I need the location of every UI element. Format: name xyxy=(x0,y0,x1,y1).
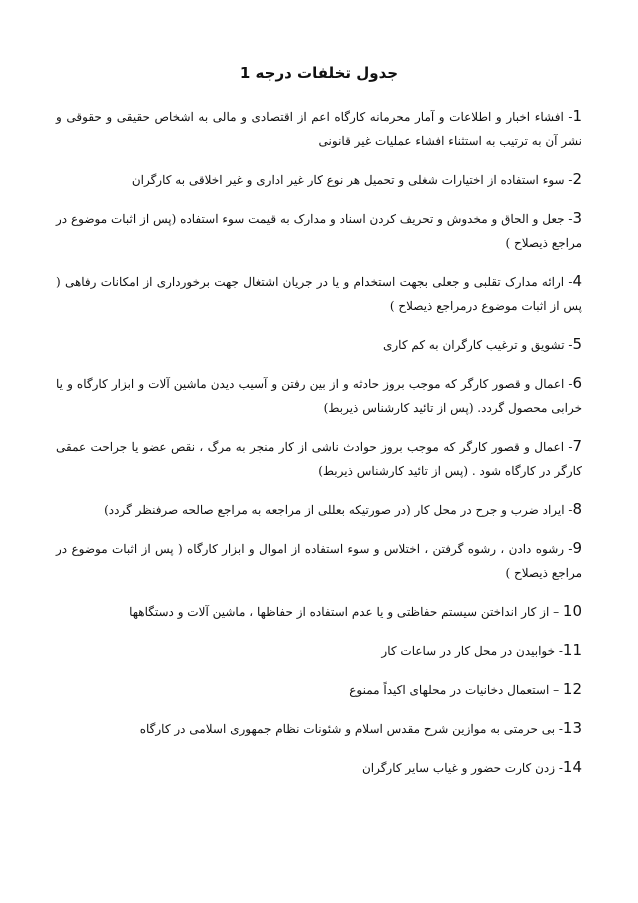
item-text: - سوء استفاده از اختیارات شغلی و تحمیل هر نوع کار غیر اداری و غیر اخلاقی به کارگران xyxy=(131,173,573,187)
item-text: - خوابیدن در محل کار در ساعات کار xyxy=(381,644,563,658)
list-item xyxy=(56,755,582,780)
item-number: 13 xyxy=(562,719,582,737)
item-number: 1 xyxy=(572,107,582,125)
item-text: - زدن کارت حضور و غیاب سایر کارگران xyxy=(361,761,563,775)
list-item xyxy=(56,599,582,624)
item-text: - ایراد ضرب و جرح در محل کار (در صورتیکه بعللی از مراجعه به مراجع صالحه صرفنظر گردد) xyxy=(104,503,573,517)
item-number: 6 xyxy=(572,374,582,392)
list-item xyxy=(56,536,582,585)
list-item xyxy=(56,371,582,420)
list-item xyxy=(56,434,582,483)
item-text: - ارائه مدارک تقلبی و جعلی بجهت استخدام و یا در جریان اشتغال جهت برخورداری از امکانات رفاهی ( پس از اثبات موضوع درمراجع ذیصلاح ) xyxy=(56,275,582,313)
item-text: - جعل و الحاق و مخدوش و تحریف کردن اسناد و مدارک به قیمت سوء استفاده (پس از اثبات موضوع در مراجع ذیصلاح ) xyxy=(56,212,582,250)
item-number: 11 xyxy=(562,641,582,659)
item-text: - اعمال و قصور کارگر که موجب بروز حوادث ناشی از کار منجر به مرگ ، نقص عضو یا جراحت عمقی کارگر در کارگاه شود . (پس از تائید کارشناس ذیربط) xyxy=(56,440,582,478)
item-text: – از کار انداختن سیستم حفاظتی و یا عدم استفاده از حفاظها ، ماشین آلات و دستگاهها xyxy=(129,605,563,619)
list-item xyxy=(56,716,582,741)
item-number: 10 xyxy=(562,602,582,620)
item-number: 4 xyxy=(572,272,582,290)
list-item xyxy=(56,104,582,153)
item-text: - تشویق و ترغیب کارگران به کم کاری xyxy=(382,338,573,352)
item-text: - رشوه دادن ، رشوه گرفتن ، اختلاس و سوء استفاده از اموال و ابزار کارگاه ( پس از اثبات موضوع در مراجع ذیصلاح ) xyxy=(56,542,582,580)
item-number: 7 xyxy=(572,437,582,455)
item-text: – استعمال دخانیات در محلهای اکیداً ممنوع xyxy=(349,683,563,697)
item-text: - افشاء اخبار و اطلاعات و آمار محرمانه کارگاه اعم از اقتصادی و مالی به اشخاص حقیقی و حقوقی و نشر آن به ترتیب به استثناء افشاء عملیات غیر قانونی xyxy=(56,110,582,148)
list-item xyxy=(56,497,582,522)
list-item xyxy=(56,677,582,702)
list-item xyxy=(56,269,582,318)
page-title: جدول تخلفات درجه 1 xyxy=(239,64,399,82)
violation-list xyxy=(56,104,582,780)
item-text: - اعمال و قصور کارگر که موجب بروز حادثه و از بین رفتن و آسیب دیدن ماشین آلات و ابزار کارگاه و یا خرابی محصول گردد. (پس از تائید کارشناس ذیربط) xyxy=(56,377,582,415)
item-number: 5 xyxy=(572,335,582,353)
item-text: - بی حرمتی به موازین شرح مقدس اسلام و شئونات نظام جمهوری اسلامی در کارگاه xyxy=(139,722,563,736)
item-number: 14 xyxy=(562,758,582,776)
item-number: 3 xyxy=(572,209,582,227)
list-item xyxy=(56,332,582,357)
list-item xyxy=(56,206,582,255)
list-item xyxy=(56,638,582,663)
item-number: 12 xyxy=(562,680,582,698)
list-item xyxy=(56,167,582,192)
item-number: 8 xyxy=(572,500,582,518)
item-number: 9 xyxy=(572,539,582,557)
item-number: 2 xyxy=(572,170,582,188)
